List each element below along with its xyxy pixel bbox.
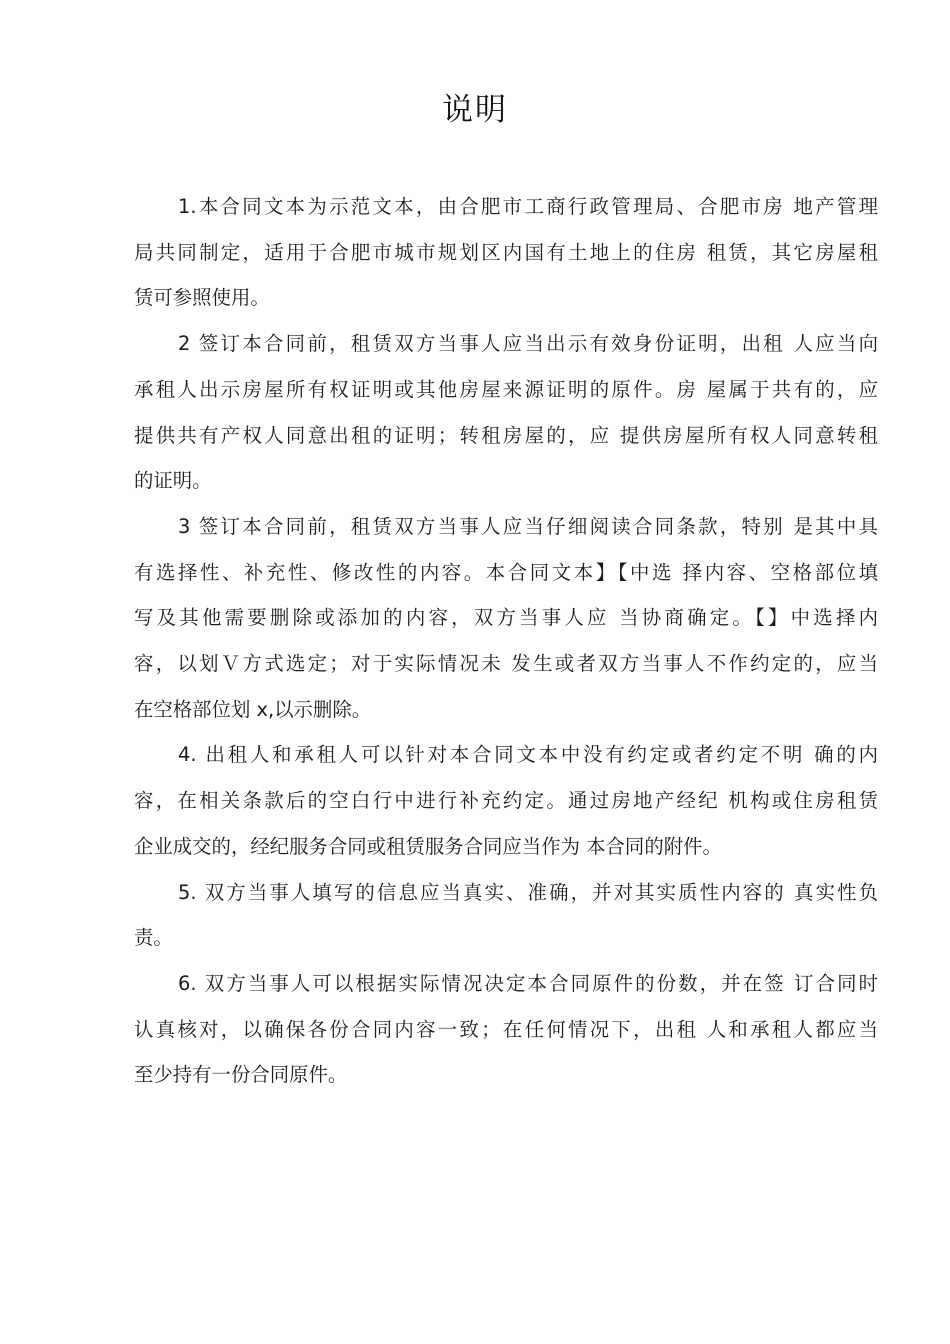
paragraph-line: 至少持有一份合同原件。	[134, 1063, 348, 1087]
paragraph-line: 企业成交的，经纪服务合同或租赁服务合同应当作为 本合同的附件。	[134, 834, 722, 858]
paragraph-line: 4. 出租人和承租人可以针对本合同文本中没有约定或者约定不明 确的内	[178, 743, 878, 767]
paragraph-line: 提供共有产权人同意出租的证明；转租房屋的，应 提供房屋所有权人同意转租	[134, 423, 878, 447]
paragraph-1	[134, 184, 878, 321]
paragraph-line: 有选择性、补充性、修改性的内容。本合同文本】【中选 择内容、空格部位填	[134, 560, 878, 584]
document-body	[134, 184, 878, 1098]
paragraph-line: 1.本合同文本为示范文本，由合肥市工商行政管理局、合肥市房 地产管理	[178, 195, 878, 218]
paragraph-line: 认真核对，以确保各份合同内容一致；在任何情况下，出租 人和承租人都应当	[134, 1017, 878, 1041]
paragraph-2	[134, 321, 878, 504]
paragraph-line: 写及其他需要删除或添加的内容，双方当事人应 当协商确定。【】中选择内	[134, 606, 878, 630]
paragraph-line: 3 签订本合同前，租赁双方当事人应当仔细阅读合同条款，特别 是其中具	[178, 514, 878, 538]
paragraph-line: 5. 双方当事人填写的信息应当真实、准确，并对其实质性内容的 真实性负	[178, 880, 878, 904]
paragraph-line: 在空格部位划 x,以示删除。	[134, 697, 372, 721]
paragraph-4	[134, 732, 878, 869]
paragraph-5	[134, 870, 878, 961]
paragraph-6	[134, 961, 878, 1098]
paragraph-3	[134, 504, 878, 733]
document-title: 说明	[442, 92, 508, 128]
paragraph-line: 的证明。	[134, 469, 212, 493]
paragraph-line: 局共同制定，适用于合肥市城市规划区内国有土地上的住房 租赁，其它房屋租	[134, 240, 878, 264]
paragraph-line: 容，以划Ｖ方式选定；对于实际情况未 发生或者双方当事人不作约定的，应当	[134, 652, 878, 676]
paragraph-line: 6. 双方当事人可以根据实际情况决定本合同原件的份数，并在签 订合同时	[178, 971, 878, 995]
paragraph-line: 赁可参照使用。	[134, 286, 270, 310]
paragraph-line: 2 签订本合同前，租赁双方当事人应当出示有效身份证明，出租 人应当向	[178, 332, 878, 356]
paragraph-line: 承租人出示房屋所有权证明或其他房屋来源证明的原件。房 屋属于共有的，应	[134, 377, 878, 401]
paragraph-line: 责。	[134, 926, 173, 950]
paragraph-line: 容，在相关条款后的空白行中进行补充约定。通过房地产经纪 机构或住房租赁	[134, 789, 878, 813]
